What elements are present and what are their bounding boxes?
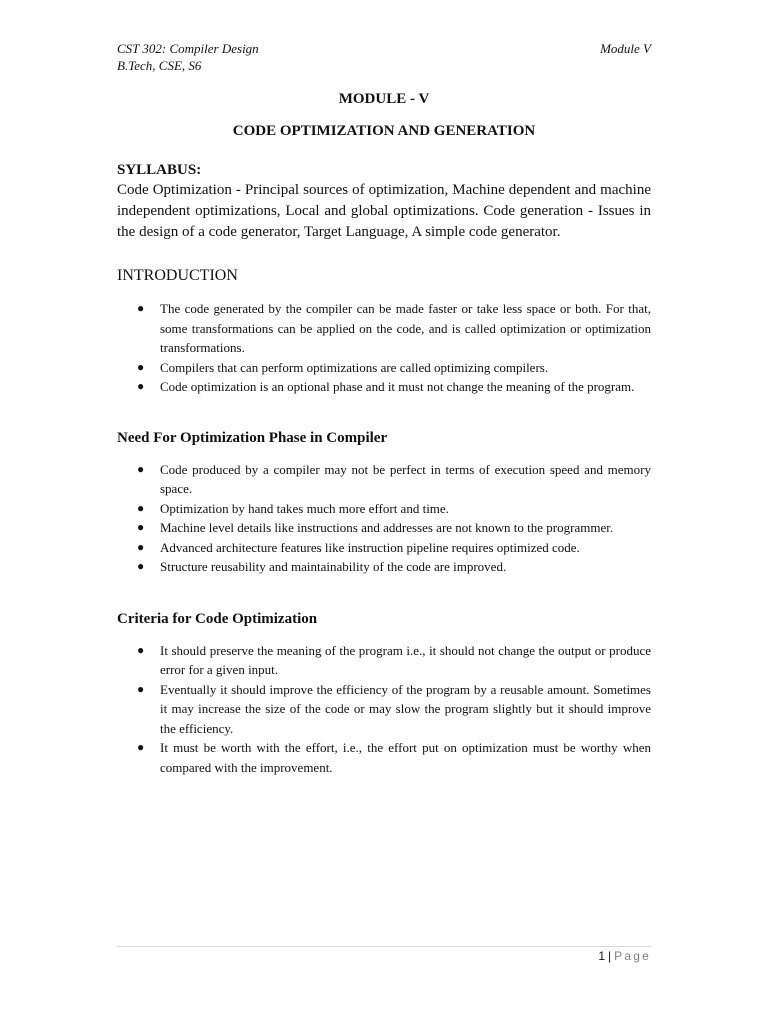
list-item: ● Eventually it should improve the efficiency of the program by a reusable amount. Sometimes it may increase the size of the code or may slow the program slightly but it should improve the efficiency. xyxy=(137,681,651,736)
course-title: CST 302: Compiler Design xyxy=(117,41,259,56)
criteria-heading: Criteria for Code Optimization xyxy=(117,610,318,627)
bullet-icon: ● xyxy=(137,559,145,573)
page-subtitle: CODE OPTIMIZATION AND GENERATION xyxy=(232,123,536,139)
footer-divider xyxy=(117,946,651,947)
bullet-icon: ● xyxy=(137,301,145,315)
bullet-icon: ● xyxy=(137,379,145,393)
footer-separator: | xyxy=(608,949,612,963)
introduction-list xyxy=(117,299,651,397)
page-number: 1 xyxy=(598,949,606,963)
list-item: ● It must be worth with the effort, i.e., the effort put on optimization must be worthy when compared with the improvement. xyxy=(137,740,651,775)
bullet-icon: ● xyxy=(137,642,145,657)
bullet-icon: ● xyxy=(137,681,145,696)
list-item: ● Optimization by hand takes much more effort and time. xyxy=(117,499,651,519)
list-item: ● Advanced architecture features like instruction pipeline requires optimized code. xyxy=(117,538,651,558)
bullet-icon: ● xyxy=(137,520,145,534)
bullet-icon: ● xyxy=(137,359,145,374)
bullet-icon: ● xyxy=(137,461,145,476)
bullet-icon: ● xyxy=(137,740,145,754)
page-title: MODULE - V xyxy=(338,91,430,107)
introduction-heading: INTRODUCTION xyxy=(117,267,238,284)
bullet-icon: ● xyxy=(137,500,145,515)
list-item: ● Machine level details like instructions and addresses are not known to the programmer. xyxy=(117,518,651,538)
page-header xyxy=(117,40,651,74)
need-heading: Need For Optimization Phase in Compiler xyxy=(117,429,388,446)
document-page xyxy=(117,40,651,777)
list-item: ● Code produced by a compiler may not be perfect in terms of execution speed and memory space. xyxy=(137,461,651,496)
page-label: Page xyxy=(614,949,651,963)
list-item: ● It should preserve the meaning of the program i.e., it should not change the output or produce error for a given input. xyxy=(137,642,651,677)
list-item: ● The code generated by the compiler can be made faster or take less space or both. For that, some transformations can be applied on the code, and is called optimization or optimization transformations. xyxy=(137,301,651,355)
bullet-icon: ● xyxy=(137,539,145,554)
module-label: Module V xyxy=(600,41,651,56)
list-item: ● Compilers that can perform optimizations are called optimizing compilers. xyxy=(117,358,651,378)
syllabus-heading: SYLLABUS: xyxy=(117,162,202,178)
page-footer xyxy=(598,948,651,964)
list-item: ● Structure reusability and maintainability of the code are improved. xyxy=(117,557,651,577)
syllabus-text: Code Optimization - Principal sources of optimization, Machine dependent and machine independent optimizations, Local and global optimizations. Code generation - Issues in the design of a code generator, Target Language, A simple code generator. xyxy=(117,182,651,240)
need-list xyxy=(117,460,651,577)
list-item: ● Code optimization is an optional phase and it must not change the meaning of the program. xyxy=(117,377,651,397)
criteria-list xyxy=(117,641,651,778)
program-label: B.Tech, CSE, S6 xyxy=(117,58,202,73)
